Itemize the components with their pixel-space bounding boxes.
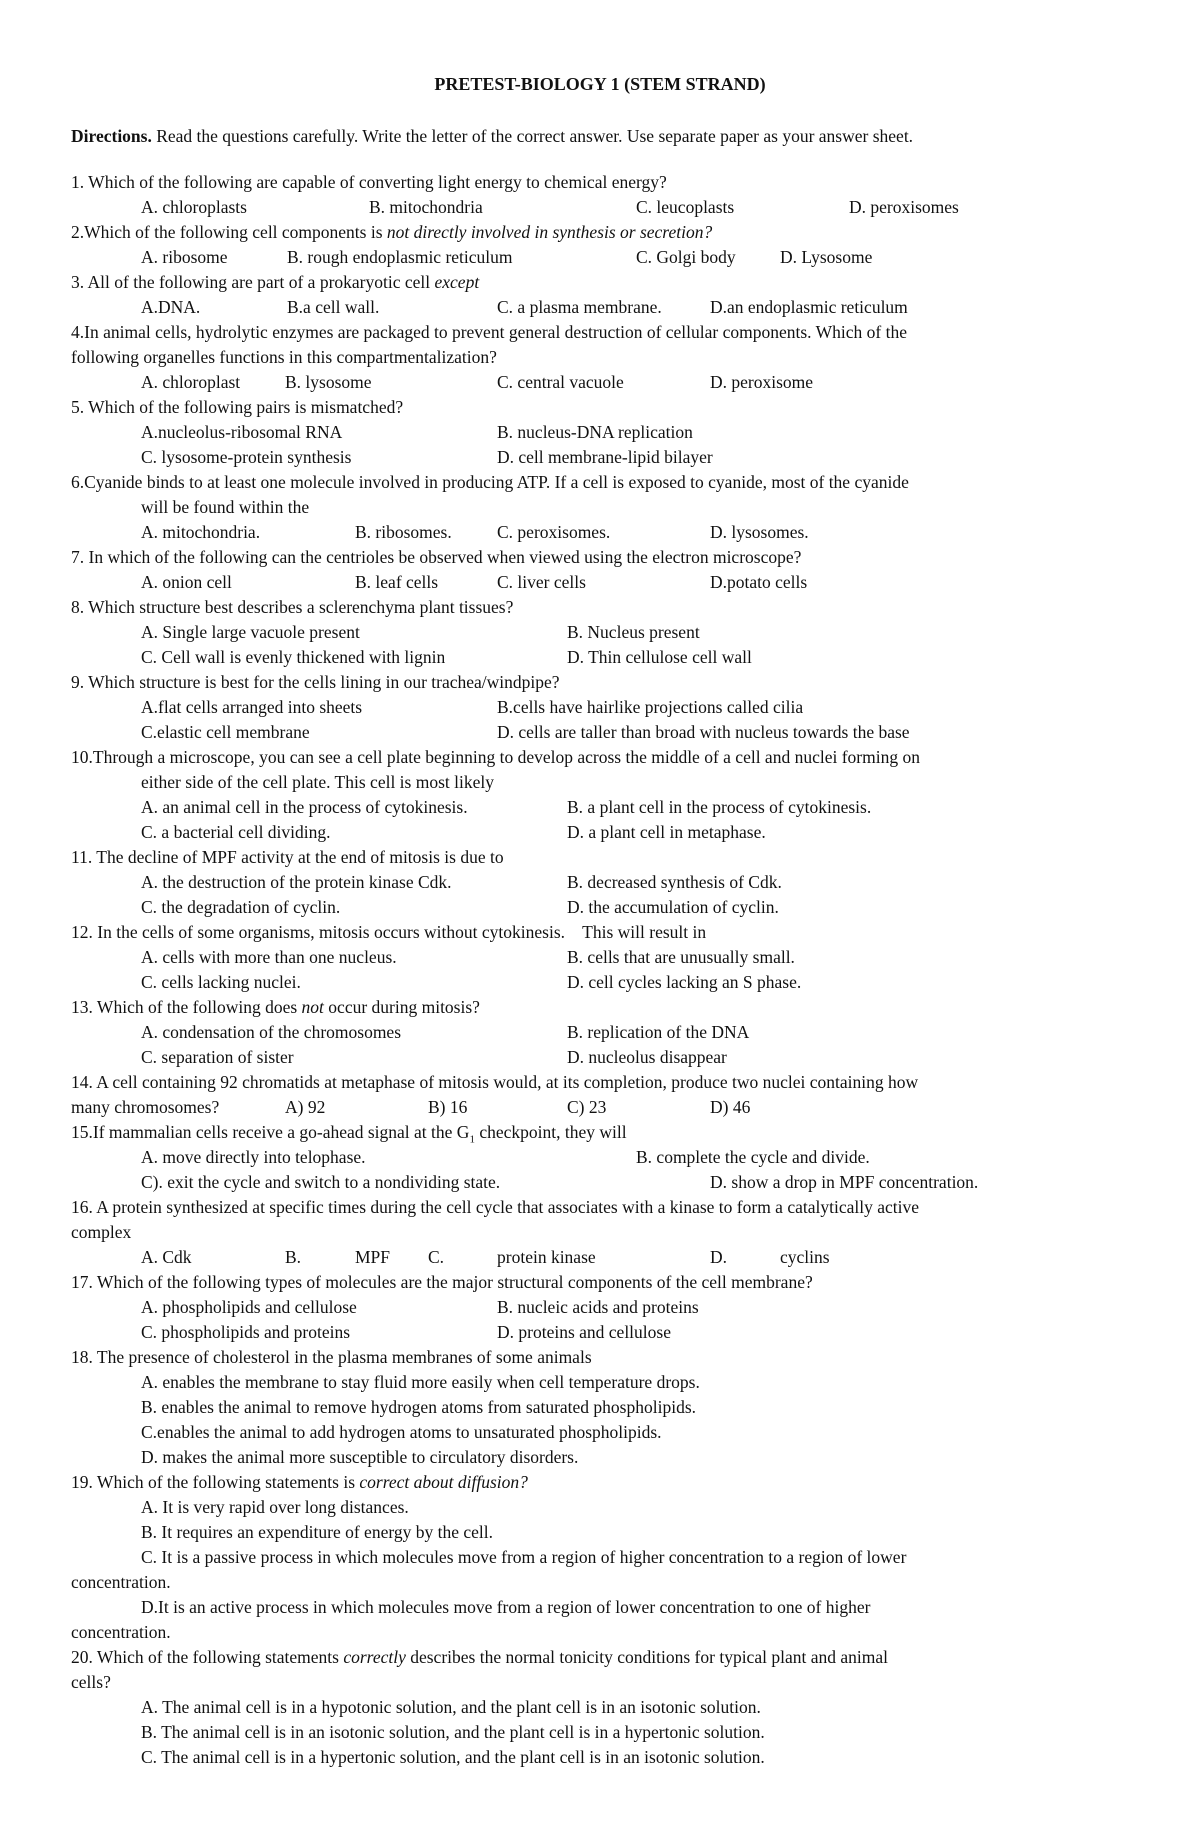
question-12-stem: 12. In the cells of some organisms, mitosis occurs without cytokinesis. This will result in [71, 922, 707, 942]
question-17-stem: 17. Which of the following types of molecules are the major structural components of the cell membrane? [71, 1272, 813, 1292]
question-9-option-c: C.elastic cell membrane [141, 722, 310, 742]
question-9-stem: 9. Which structure is best for the cells lining in our trachea/windpipe? [71, 672, 560, 692]
question-12-option-b: B. cells that are unusually small. [567, 947, 795, 967]
question-10-option-b: B. a plant cell in the process of cytokinesis. [567, 797, 872, 817]
question-15-option-b: B. complete the cycle and divide. [636, 1147, 870, 1167]
question-9-option-a: A.flat cells arranged into sheets [141, 697, 363, 717]
question-18-option-a: A. enables the membrane to stay fluid more easily when cell temperature drops. [141, 1372, 700, 1392]
question-13-option-b: B. replication of the DNA [567, 1022, 750, 1042]
question-4-option-a: A. chloroplast [141, 372, 241, 392]
question-10-stem-line2: either side of the cell plate. This cell is most likely [141, 772, 494, 792]
directions-label: Directions. [71, 126, 152, 146]
question-8-option-b: B. Nucleus present [567, 622, 700, 642]
question-15-option-d: D. show a drop in MPF concentration. [710, 1172, 979, 1192]
question-5-option-c: C. lysosome-protein synthesis [141, 447, 352, 467]
question-6-option-d: D. lysosomes. [710, 522, 809, 542]
question-2-option-c: C. Golgi body [636, 247, 736, 267]
question-12-option-d: D. cell cycles lacking an S phase. [567, 972, 802, 992]
question-8-option-d: D. Thin cellulose cell wall [567, 647, 752, 667]
question-13-option-d: D. nucleolus disappear [567, 1047, 727, 1067]
question-11-option-c: C. the degradation of cyclin. [141, 897, 341, 917]
question-2-stem-text: 2.Which of the following cell components is [71, 222, 387, 242]
question-13-option-a: A. condensation of the chromosomes [141, 1022, 402, 1042]
question-4-stem-line2: following organelles functions in this compartmentalization? [71, 347, 497, 367]
question-20-option-b: B. The animal cell is in an isotonic solution, and the plant cell is in a hypertonic solution. [141, 1722, 765, 1742]
question-7-stem: 7. In which of the following can the centrioles be observed when viewed using the electron microscope? [71, 547, 802, 567]
question-7-option-a: A. onion cell [141, 572, 232, 592]
question-9-option-b: B.cells have hairlike projections called cilia [497, 697, 804, 717]
question-20-stem-line2: cells? [71, 1672, 111, 1692]
question-9-option-d: D. cells are taller than broad with nucleus towards the base [497, 722, 910, 742]
question-6-option-b: B. ribosomes. [355, 522, 452, 542]
question-2-option-d: D. Lysosome [780, 247, 873, 267]
question-13-stem [71, 995, 480, 1019]
question-17-option-c: C. phospholipids and proteins [141, 1322, 351, 1342]
question-11-option-d: D. the accumulation of cyclin. [567, 897, 779, 917]
question-5-option-d: D. cell membrane-lipid bilayer [497, 447, 713, 467]
question-15-stem-tail: checkpoint, they will [474, 1122, 627, 1142]
question-14-option-b: B) 16 [428, 1097, 468, 1117]
question-16-option-b-letter: B. [285, 1247, 302, 1267]
question-19-stem [71, 1470, 528, 1494]
question-2-option-a: A. ribosome [141, 247, 228, 267]
question-19-stem-emphasis: correct about diffusion? [359, 1472, 528, 1492]
question-7-option-c: C. liver cells [497, 572, 586, 592]
question-20-stem-tail: describes the normal tonicity conditions for typical plant and animal [405, 1647, 888, 1667]
question-19-stem-text: 19. Which of the following statements is [71, 1472, 360, 1492]
question-17-option-a: A. phospholipids and cellulose [141, 1297, 357, 1317]
question-19-option-c-line1: C. It is a passive process in which molecules move from a region of higher concentration to a region of lower [141, 1547, 907, 1567]
question-16-option-a: A. Cdk [141, 1247, 192, 1267]
directions-text: Read the questions carefully. Write the letter of the correct answer. Use separate paper as your answer sheet. [156, 126, 914, 146]
question-11-option-b: B. decreased synthesis of Cdk. [567, 872, 782, 892]
question-20-stem-line1 [71, 1645, 888, 1669]
question-11-option-a: A. the destruction of the protein kinase Cdk. [141, 872, 452, 892]
question-15-stem-subscript: 1 [469, 1133, 475, 1146]
question-5-option-b: B. nucleus-DNA replication [497, 422, 693, 442]
question-16-option-d-text: cyclins [780, 1247, 830, 1267]
question-16-option-b-text: MPF [355, 1247, 391, 1267]
question-6-stem-line1: 6.Cyanide binds to at least one molecule involved in producing ATP. If a cell is exposed to cyanide, most of the cyanide [71, 472, 909, 492]
question-2-stem-emphasis: not directly involved in synthesis or secretion? [386, 222, 713, 242]
question-14-option-c: C) 23 [567, 1097, 607, 1117]
question-2-option-b: B. rough endoplasmic reticulum [287, 247, 513, 267]
question-16-option-d-letter: D. [710, 1247, 728, 1267]
question-11-stem: 11. The decline of MPF activity at the end of mitosis is due to [71, 847, 504, 867]
question-14-stem-line2: many chromosomes? [71, 1097, 220, 1117]
question-19-option-d-line1: D.It is an active process in which molecules move from a region of lower concentration to one of higher [141, 1597, 871, 1617]
question-15-stem-text: 15.If mammalian cells receive a go-ahead signal at the G [71, 1122, 470, 1142]
question-19-option-d-line2: concentration. [71, 1622, 171, 1642]
question-13-stem-text: 13. Which of the following does [71, 997, 302, 1017]
question-7-option-b: B. leaf cells [355, 572, 439, 592]
directions [71, 124, 913, 148]
question-6-stem-line2: will be found within the [141, 497, 310, 517]
question-1-stem: 1. Which of the following are capable of converting light energy to chemical energy? [71, 172, 667, 192]
question-10-stem-line1: 10.Through a microscope, you can see a cell plate beginning to develop across the middle of a cell and nuclei forming on [71, 747, 920, 767]
question-19-option-b: B. It requires an expenditure of energy by the cell. [141, 1522, 493, 1542]
question-14-option-d: D) 46 [710, 1097, 751, 1117]
question-13-stem-emphasis: not [301, 997, 324, 1017]
question-5-option-a: A.nucleolus-ribosomal RNA [141, 422, 343, 442]
question-13-option-c: C. separation of sister [141, 1047, 294, 1067]
question-13-stem-tail: occur during mitosis? [323, 997, 480, 1017]
question-4-option-d: D. peroxisome [710, 372, 814, 392]
question-10-option-c: C. a bacterial cell dividing. [141, 822, 331, 842]
question-18-option-b: B. enables the animal to remove hydrogen atoms from saturated phospholipids. [141, 1397, 697, 1417]
question-1-option-c: C. leucoplasts [636, 197, 735, 217]
question-20-stem-text: 20. Which of the following statements [71, 1647, 344, 1667]
question-8-option-c: C. Cell wall is evenly thickened with lignin [141, 647, 446, 667]
question-17-option-b: B. nucleic acids and proteins [497, 1297, 699, 1317]
question-18-option-c: C.enables the animal to add hydrogen atoms to unsaturated phospholipids. [141, 1422, 662, 1442]
question-3-stem-emphasis: except [434, 272, 480, 292]
question-16-stem-line2: complex [71, 1222, 132, 1242]
question-3-stem [71, 270, 479, 294]
question-3-stem-text: 3. All of the following are part of a prokaryotic cell [71, 272, 435, 292]
question-14-option-a: A) 92 [285, 1097, 326, 1117]
question-15-option-c: C). exit the cycle and switch to a nondividing state. [141, 1172, 501, 1192]
question-4-option-c: C. central vacuole [497, 372, 624, 392]
question-1-option-a: A. chloroplasts [141, 197, 247, 217]
question-3-option-b: B.a cell wall. [287, 297, 380, 317]
question-3-option-a: A.DNA. [141, 297, 201, 317]
question-16-option-c-letter: C. [428, 1247, 445, 1267]
question-1-option-b: B. mitochondria [369, 197, 483, 217]
question-15-option-a: A. move directly into telophase. [141, 1147, 366, 1167]
question-19-option-c-line2: concentration. [71, 1572, 171, 1592]
question-20-stem-emphasis: correctly [343, 1647, 406, 1667]
question-4-stem-line1: 4.In animal cells, hydrolytic enzymes are packaged to prevent general destruction of cellular components. Which of the [71, 322, 907, 342]
question-8-option-a: A. Single large vacuole present [141, 622, 360, 642]
question-14-stem-line1: 14. A cell containing 92 chromatids at metaphase of mitosis would, at its completion, produce two nuclei containing how [71, 1072, 919, 1092]
question-18-stem: 18. The presence of cholesterol in the plasma membranes of some animals [71, 1347, 592, 1367]
question-3-option-d: D.an endoplasmic reticulum [710, 297, 908, 317]
question-2-stem [71, 220, 712, 244]
question-5-stem: 5. Which of the following pairs is mismatched? [71, 397, 404, 417]
question-16-stem-line1: 16. A protein synthesized at specific times during the cell cycle that associates with a kinase to form a catalytically active [71, 1197, 919, 1217]
question-4-option-b: B. lysosome [285, 372, 372, 392]
question-20-option-a: A. The animal cell is in a hypotonic solution, and the plant cell is in an isotonic solution. [141, 1697, 761, 1717]
question-3-option-c: C. a plasma membrane. [497, 297, 662, 317]
question-20-option-c: C. The animal cell is in a hypertonic solution, and the plant cell is in an isotonic solution. [141, 1747, 765, 1767]
question-10-option-d: D. a plant cell in metaphase. [567, 822, 766, 842]
question-7-option-d: D.potato cells [710, 572, 808, 592]
page-title: PRETEST-BIOLOGY 1 (STEM STRAND) [434, 74, 766, 94]
question-18-option-d: D. makes the animal more susceptible to circulatory disorders. [141, 1447, 579, 1467]
question-12-option-a: A. cells with more than one nucleus. [141, 947, 397, 967]
question-10-option-a: A. an animal cell in the process of cytokinesis. [141, 797, 468, 817]
question-17-option-d: D. proteins and cellulose [497, 1322, 671, 1342]
question-6-option-c: C. peroxisomes. [497, 522, 611, 542]
question-19-option-a: A. It is very rapid over long distances. [141, 1497, 409, 1517]
question-12-option-c: C. cells lacking nuclei. [141, 972, 301, 992]
question-8-stem: 8. Which structure best describes a sclerenchyma plant tissues? [71, 597, 514, 617]
question-1-option-d: D. peroxisomes [849, 197, 959, 217]
question-6-option-a: A. mitochondria. [141, 522, 261, 542]
question-16-option-c-text: protein kinase [497, 1247, 596, 1267]
